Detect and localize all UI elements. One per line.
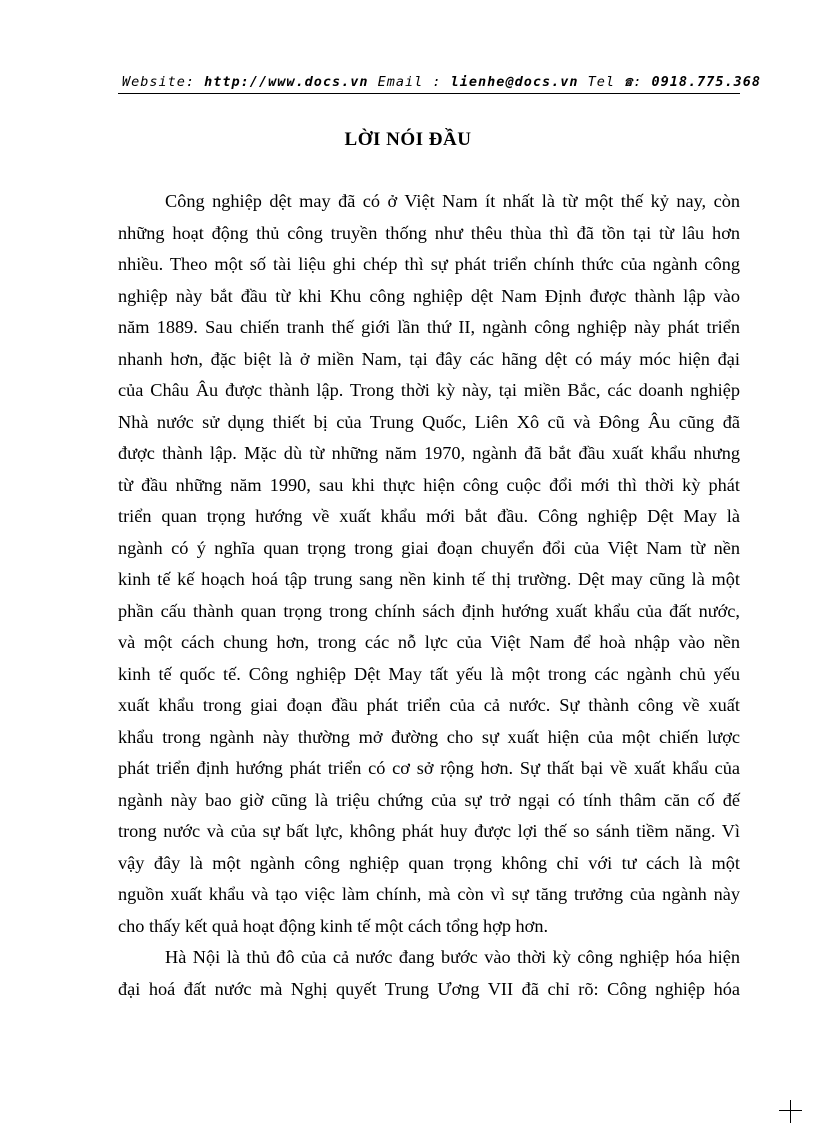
text-line: những hoạt động thủ công truyền thống như thêu thùa thì đã tồn tại từ lâu hơn — [118, 222, 740, 243]
text-line: đại hoá đất nước mà Nghị quyết Trung Ương VII đã chỉ rõ: Công nghiệp hóa — [118, 978, 740, 999]
text-line: khẩu trong ngành này thường mở đường cho sự xuất hiện của một chiến lược — [118, 726, 740, 747]
text-line: cho thấy kết quả hoạt động kinh tế một cách tổng hợp hơn. — [118, 915, 549, 936]
paragraph-1 — [118, 186, 740, 942]
text-line: nhanh hơn, đặc biệt là ở miền Nam, tại đây các hãng dệt có máy móc hiện đại — [118, 348, 740, 369]
text-line: nhiều. Theo một số tài liệu ghi chép thì sự phát triển chính thức của ngành công — [118, 254, 740, 274]
text-line: kinh tế quốc tế. Công nghiệp Dệt May tất yếu là một trong các ngành chủ yếu — [118, 663, 740, 684]
tel-label: Tel ☎: — [587, 74, 643, 90]
text-line: nguồn xuất khẩu và tạo việc làm chính, mà còn vì sự tăng trưởng của ngành này — [118, 884, 740, 904]
crop-mark — [779, 1110, 802, 1111]
document-title: LỜI NÓI ĐẦU — [344, 129, 472, 150]
text-line: được thành lập. Mặc dù từ những năm 1970, ngành đã bắt đầu xuất khẩu nhưng — [118, 443, 740, 463]
paragraph-2 — [118, 942, 740, 1005]
text-line: triển quan trọng hướng về xuất khẩu mới bắt đầu. Công nghiệp Dệt May là — [118, 506, 740, 526]
page-header — [122, 74, 762, 90]
header-divider — [118, 93, 740, 94]
crop-mark — [790, 1100, 791, 1123]
text-line: phần cấu thành quan trọng trong chính sách định hướng xuất khẩu của đất nước, — [118, 600, 740, 621]
text-line: và một cách chung hơn, trong các nỗ lực của Việt Nam để hoà nhập vào nền — [118, 632, 740, 652]
text-line: năm 1889. Sau chiến tranh thế giới lần thứ II, ngành công nghiệp này phát triển — [118, 317, 740, 337]
text-line: ngành này bao giờ cũng là triệu chứng của sự trở ngại có tính thâm căn cố đế — [118, 789, 740, 810]
text-line: Hà Nội là thủ đô của cả nước đang bước vào thời kỳ công nghiệp hóa hiện — [165, 947, 740, 967]
phone-number: 0918.775.368 — [651, 74, 762, 90]
email-link[interactable]: lienhe@docs.vn — [450, 74, 579, 90]
text-line: vậy đây là một ngành công nghiệp quan trọng không chỉ với tư cách là một — [118, 852, 740, 873]
text-line: trong nước và của sự bất lực, không phát huy được lợi thế so sánh tiềm năng. Vì — [118, 821, 740, 841]
text-line: từ đầu những năm 1990, sau khi thực hiện công cuộc đổi mới thì thời kỳ phát — [118, 474, 740, 495]
email-label: Email : — [377, 74, 442, 90]
document-body — [118, 186, 740, 1005]
text-line: của Châu Âu được thành lập. Trong thời kỳ này, tại miền Bắc, các doanh nghiệp — [118, 380, 740, 400]
text-line: xuất khẩu trong giai đoạn đầu phát triển của cả nước. Sự thành công về xuất — [118, 695, 740, 715]
text-line: Công nghiệp dệt may đã có ở Việt Nam ít nhất là từ một thế kỷ nay, còn — [165, 191, 740, 211]
text-line: nghiệp này bắt đầu từ khi Khu công nghiệp dệt Nam Định được thành lập vào — [118, 285, 740, 306]
website-label: Website: — [122, 74, 196, 90]
website-link[interactable]: http://www.docs.vn — [204, 74, 369, 90]
text-line: kinh tế kế hoạch hoá tập trung sang nền kinh tế thị trường. Dệt may cũng là một — [118, 569, 740, 589]
text-line: ngành có ý nghĩa quan trọng trong giai đoạn chuyển đổi của Việt Nam từ nền — [118, 537, 740, 558]
text-line: Nhà nước sử dụng thiết bị của Trung Quốc, Liên Xô cũ và Đông Âu cũng đã — [118, 411, 740, 432]
text-line: phát triển định hướng phát triển có cơ sở rộng hơn. Sự thất bại về xuất khẩu của — [118, 758, 740, 778]
